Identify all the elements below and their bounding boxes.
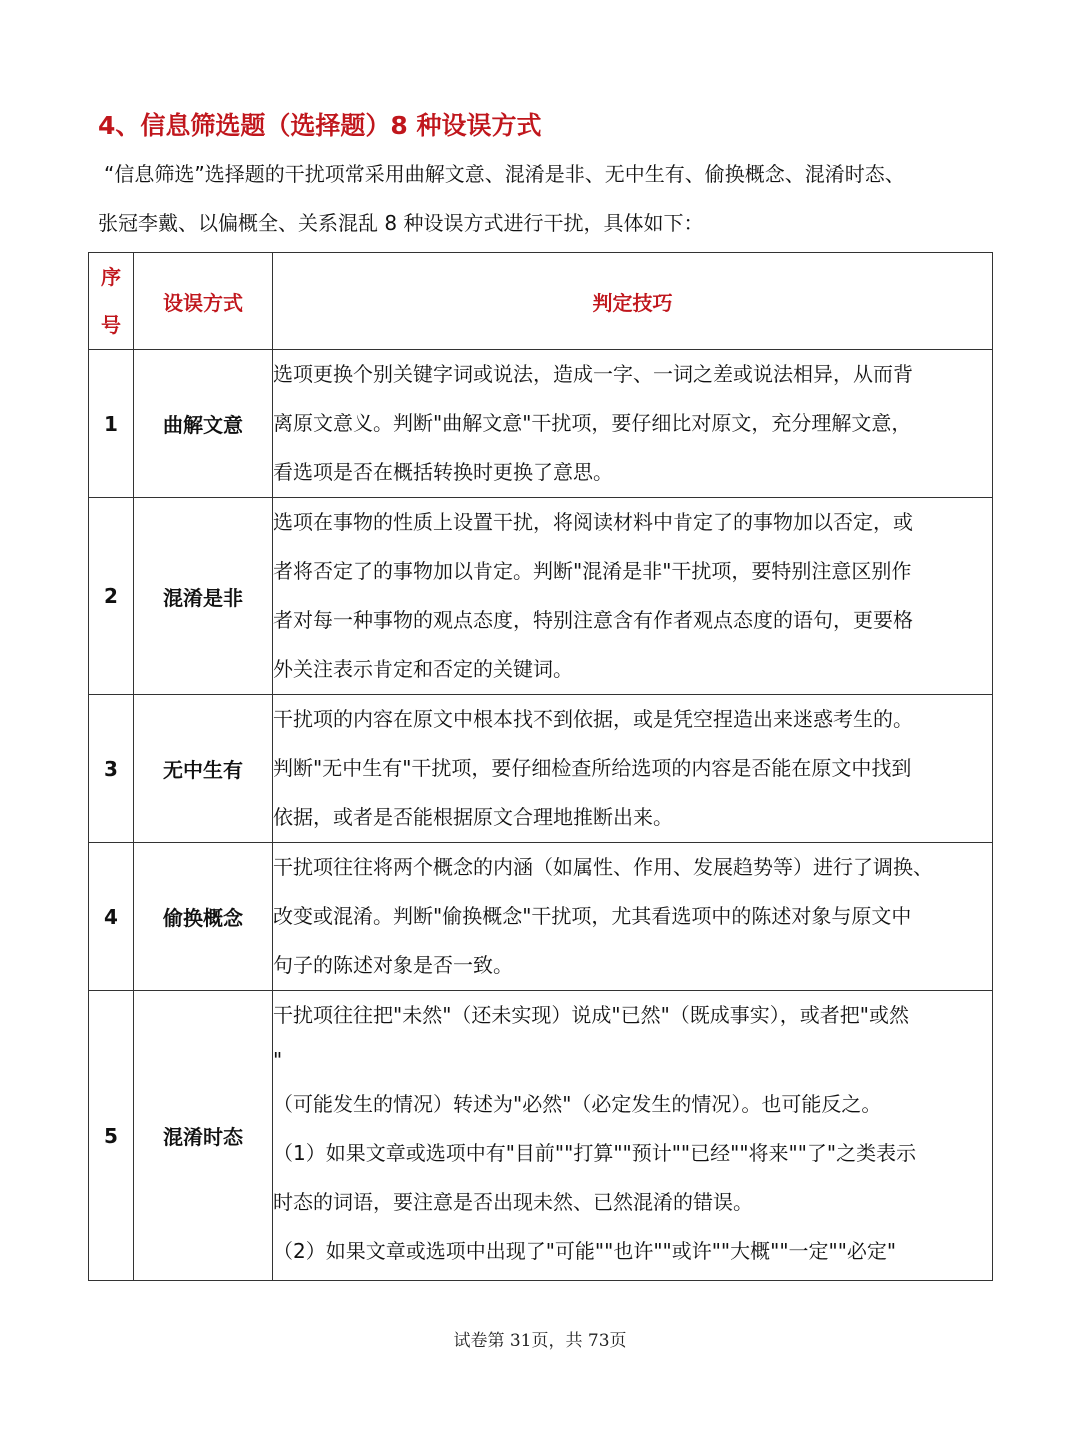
tip-line: 选项在事物的性质上设置干扰，将阅读材料中肯定了的事物加以否定，或 bbox=[273, 510, 913, 534]
row-tip bbox=[273, 695, 993, 843]
row-tip bbox=[273, 991, 993, 1281]
page-footer: 试卷第 31页，共 73页 bbox=[453, 1331, 627, 1351]
row-method: 曲解文意 bbox=[134, 350, 273, 498]
table-header-row bbox=[89, 253, 993, 350]
table-row bbox=[89, 991, 993, 1281]
header-num bbox=[89, 253, 134, 350]
tip-line: 判断"无中生有"干扰项，要仔细检查所给选项的内容是否能在原文中找到 bbox=[273, 756, 912, 780]
tip-line: 改变或混淆。判断"偷换概念"干扰项，尤其看选项中的陈述对象与原文中 bbox=[273, 904, 912, 928]
row-method: 混淆是非 bbox=[134, 498, 273, 695]
tip-line: " bbox=[273, 1048, 283, 1072]
tip-line: 时态的词语，要注意是否出现未然、已然混淆的错误。 bbox=[273, 1190, 753, 1214]
tip-line: 句子的陈述对象是否一致。 bbox=[273, 953, 513, 977]
intro-line-2: 张冠李戴、以偏概全、关系混乱 8 种设误方式进行干扰，具体如下： bbox=[98, 211, 704, 235]
tip-line: 外关注表示肯定和否定的关键词。 bbox=[273, 657, 573, 681]
row-num: 5 bbox=[89, 991, 134, 1281]
tip-line: （1）如果文章或选项中有"目前""打算""预计""已经""将来""了"之类表示 bbox=[273, 1141, 917, 1165]
error-methods-table bbox=[88, 252, 993, 1281]
row-tip bbox=[273, 843, 993, 991]
table-row bbox=[89, 843, 993, 991]
intro-paragraph bbox=[98, 150, 993, 248]
table-row bbox=[89, 350, 993, 498]
row-num: 3 bbox=[89, 695, 134, 843]
row-method: 无中生有 bbox=[134, 695, 273, 843]
tip-line: 干扰项的内容在原文中根本找不到依据，或是凭空捏造出来迷惑考生的。 bbox=[273, 707, 913, 731]
tip-line: （2）如果文章或选项中出现了"可能""也许""或许""大概""一定""必定" bbox=[273, 1239, 897, 1263]
tip-line: 选项更换个别关键字词或说法，造成一字、一词之差或说法相异，从而背 bbox=[273, 362, 913, 386]
header-num-line-2: 号 bbox=[101, 313, 121, 337]
row-tip bbox=[273, 498, 993, 695]
header-tip: 判定技巧 bbox=[273, 253, 993, 350]
row-num: 4 bbox=[89, 843, 134, 991]
header-method: 设误方式 bbox=[134, 253, 273, 350]
row-method: 混淆时态 bbox=[134, 991, 273, 1281]
tip-line: （可能发生的情况）转述为"必然"（必定发生的情况）。也可能反之。 bbox=[273, 1092, 882, 1116]
row-method: 偷换概念 bbox=[134, 843, 273, 991]
tip-line: 者对每一种事物的观点态度，特别注意含有作者观点态度的语句，更要格 bbox=[273, 608, 913, 632]
tip-line: 者将否定了的事物加以肯定。判断"混淆是非"干扰项，要特别注意区别作 bbox=[273, 559, 912, 583]
row-tip bbox=[273, 350, 993, 498]
tip-line: 看选项是否在概括转换时更换了意思。 bbox=[273, 460, 613, 484]
tip-line: 依据，或者是否能根据原文合理地推断出来。 bbox=[273, 805, 673, 829]
table-row bbox=[89, 695, 993, 843]
tip-line: 干扰项往往把"未然"（还未实现）说成"已然"（既成事实），或者把"或然 bbox=[273, 1003, 909, 1027]
tip-line: 离原文意义。判断"曲解文意"干扰项，要仔细比对原文，充分理解文意， bbox=[273, 411, 912, 435]
header-num-line-1: 序 bbox=[101, 265, 121, 289]
tip-line: 干扰项往往将两个概念的内涵（如属性、作用、发展趋势等）进行了调换、 bbox=[273, 855, 933, 879]
table-row bbox=[89, 498, 993, 695]
section-heading: 4、信息筛选题（选择题）8 种设误方式 bbox=[98, 111, 542, 140]
row-num: 1 bbox=[89, 350, 134, 498]
intro-line-1: “信息筛选”选择题的干扰项常采用曲解文意、混淆是非、无中生有、偷换概念、混淆时态、 bbox=[104, 162, 905, 186]
row-num: 2 bbox=[89, 498, 134, 695]
